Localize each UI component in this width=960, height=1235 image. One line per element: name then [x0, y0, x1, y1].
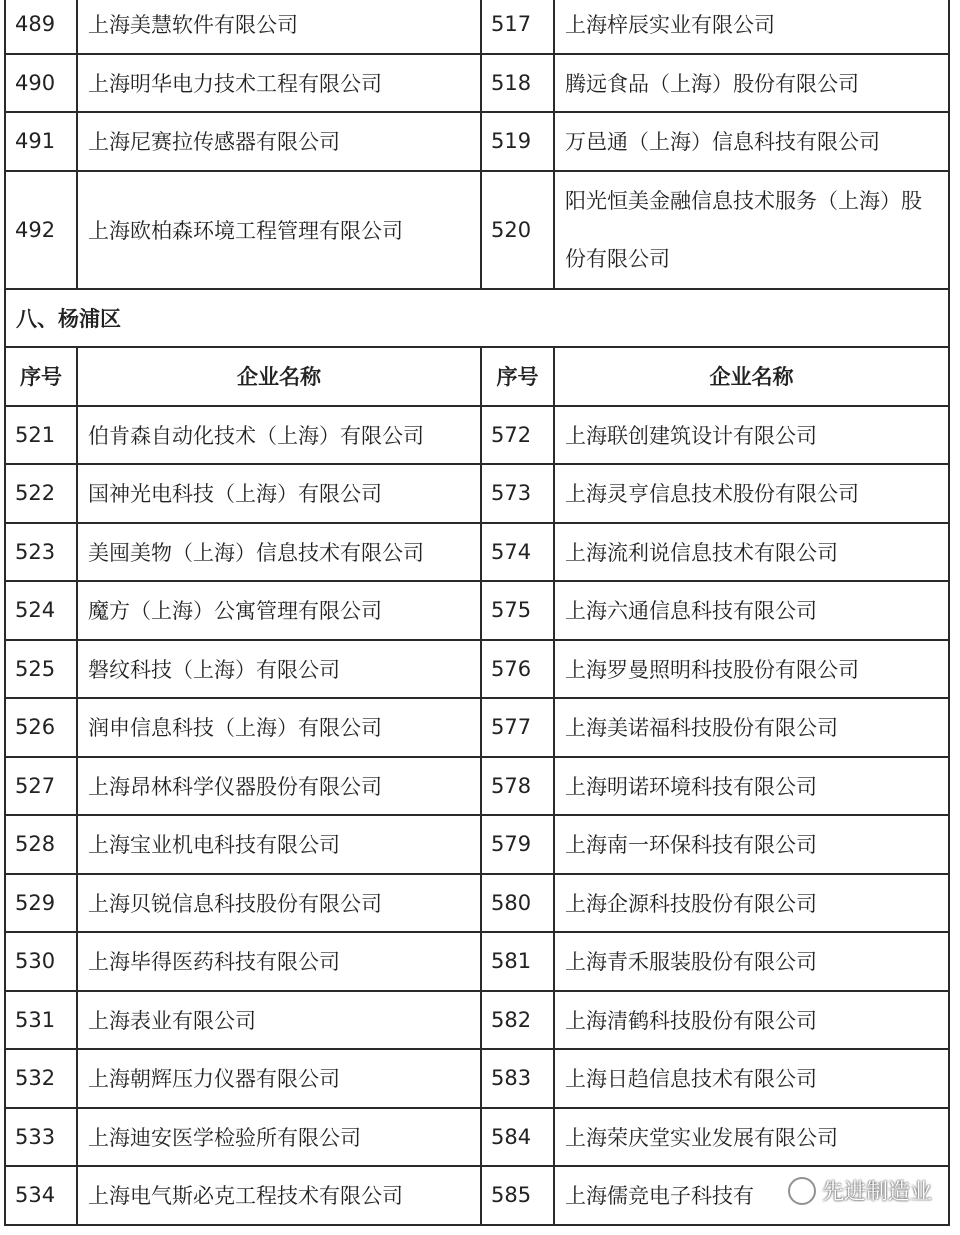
- header-row: [5, 347, 949, 406]
- row-number: 575: [481, 581, 554, 640]
- company-name: 腾远食品（上海）股份有限公司: [554, 54, 949, 113]
- row-number: 520: [481, 171, 554, 289]
- company-name: 上海企源科技股份有限公司: [554, 874, 949, 933]
- row-number: 584: [481, 1108, 554, 1167]
- row-number: 585: [481, 1166, 554, 1225]
- row-number: 528: [5, 815, 77, 874]
- row-number: 579: [481, 815, 554, 874]
- row-number: 518: [481, 54, 554, 113]
- company-name: 上海南一环保科技有限公司: [554, 815, 949, 874]
- row-number: 526: [5, 698, 77, 757]
- row-number: 531: [5, 991, 77, 1050]
- section-row: [5, 289, 949, 348]
- company-name: 上海尼赛拉传感器有限公司: [77, 112, 481, 171]
- row-number: 574: [481, 523, 554, 582]
- table-row: [5, 1049, 949, 1108]
- table-row: [5, 581, 949, 640]
- row-number: 490: [5, 54, 77, 113]
- row-number: 527: [5, 757, 77, 816]
- column-header-name: 企业名称: [554, 347, 949, 406]
- company-name: 上海毕得医药科技有限公司: [77, 932, 481, 991]
- company-name: 上海流利说信息技术有限公司: [554, 523, 949, 582]
- company-name: 上海清鹤科技股份有限公司: [554, 991, 949, 1050]
- row-number: 578: [481, 757, 554, 816]
- row-number: 519: [481, 112, 554, 171]
- company-name: 上海美诺福科技股份有限公司: [554, 698, 949, 757]
- watermark-text: 先进制造业: [821, 1180, 932, 1205]
- company-name: 上海电气斯必克工程技术有限公司: [77, 1166, 481, 1225]
- company-name: 万邑通（上海）信息科技有限公司: [554, 112, 949, 171]
- company-name: 国神光电科技（上海）有限公司: [77, 464, 481, 523]
- company-name: 润申信息科技（上海）有限公司: [77, 698, 481, 757]
- row-number: 581: [481, 932, 554, 991]
- company-name: 上海梓辰实业有限公司: [554, 0, 949, 54]
- column-header-name: 企业名称: [77, 347, 481, 406]
- table-row: [5, 54, 949, 113]
- company-name: 上海灵亨信息技术股份有限公司: [554, 464, 949, 523]
- company-name: 上海儒竞电子科技有: [554, 1166, 949, 1225]
- row-number: 582: [481, 991, 554, 1050]
- table-row: [5, 464, 949, 523]
- company-name: 上海明诺环境科技有限公司: [554, 757, 949, 816]
- column-header-number: 序号: [5, 347, 77, 406]
- row-number: 529: [5, 874, 77, 933]
- company-name: 魔方（上海）公寓管理有限公司: [77, 581, 481, 640]
- company-name: 上海六通信息科技有限公司: [554, 581, 949, 640]
- row-number: 576: [481, 640, 554, 699]
- company-name: 上海宝业机电科技有限公司: [77, 815, 481, 874]
- company-name: 上海昂林科学仪器股份有限公司: [77, 757, 481, 816]
- company-name: 美囤美物（上海）信息技术有限公司: [77, 523, 481, 582]
- table-row: [5, 640, 949, 699]
- section-title: 八、杨浦区: [5, 289, 949, 348]
- row-number: 524: [5, 581, 77, 640]
- company-name: 上海表业有限公司: [77, 991, 481, 1050]
- company-name: 上海迪安医学检验所有限公司: [77, 1108, 481, 1167]
- company-name: 上海日趋信息技术有限公司: [554, 1049, 949, 1108]
- table-row: [5, 698, 949, 757]
- table-row: [5, 406, 949, 465]
- table-row: [5, 171, 949, 289]
- row-number: 492: [5, 171, 77, 289]
- row-number: 491: [5, 112, 77, 171]
- table-row: [5, 991, 949, 1050]
- row-number: 517: [481, 0, 554, 54]
- company-name: 上海朝辉压力仪器有限公司: [77, 1049, 481, 1108]
- table-row: [5, 932, 949, 991]
- company-name: 阳光恒美金融信息技术服务（上海）股份有限公司: [554, 171, 949, 289]
- company-name: 上海欧柏森环境工程管理有限公司: [77, 171, 481, 289]
- watermark: [788, 1175, 932, 1206]
- row-number: 573: [481, 464, 554, 523]
- enterprise-table: [4, 0, 950, 1226]
- row-number: 532: [5, 1049, 77, 1108]
- company-name: 上海贝锐信息科技股份有限公司: [77, 874, 481, 933]
- company-name: 磐纹科技（上海）有限公司: [77, 640, 481, 699]
- row-number: 577: [481, 698, 554, 757]
- row-number: 530: [5, 932, 77, 991]
- row-number: 580: [481, 874, 554, 933]
- company-name: 上海联创建筑设计有限公司: [554, 406, 949, 465]
- row-number: 533: [5, 1108, 77, 1167]
- company-name: 上海罗曼照明科技股份有限公司: [554, 640, 949, 699]
- row-number: 521: [5, 406, 77, 465]
- table-row: [5, 0, 949, 54]
- row-number: 583: [481, 1049, 554, 1108]
- company-name: 上海明华电力技术工程有限公司: [77, 54, 481, 113]
- table-row: [5, 757, 949, 816]
- row-number: 522: [5, 464, 77, 523]
- column-header-number: 序号: [481, 347, 554, 406]
- row-number: 489: [5, 0, 77, 54]
- wechat-icon: [788, 1177, 816, 1205]
- table-row: [5, 1108, 949, 1167]
- company-name: 上海美慧软件有限公司: [77, 0, 481, 54]
- table-row: [5, 112, 949, 171]
- company-name: 伯肯森自动化技术（上海）有限公司: [77, 406, 481, 465]
- table-row: [5, 874, 949, 933]
- company-name: 上海青禾服装股份有限公司: [554, 932, 949, 991]
- table-row: [5, 523, 949, 582]
- row-number: 534: [5, 1166, 77, 1225]
- row-number: 572: [481, 406, 554, 465]
- company-name: 上海荣庆堂实业发展有限公司: [554, 1108, 949, 1167]
- table-row: [5, 815, 949, 874]
- row-number: 523: [5, 523, 77, 582]
- row-number: 525: [5, 640, 77, 699]
